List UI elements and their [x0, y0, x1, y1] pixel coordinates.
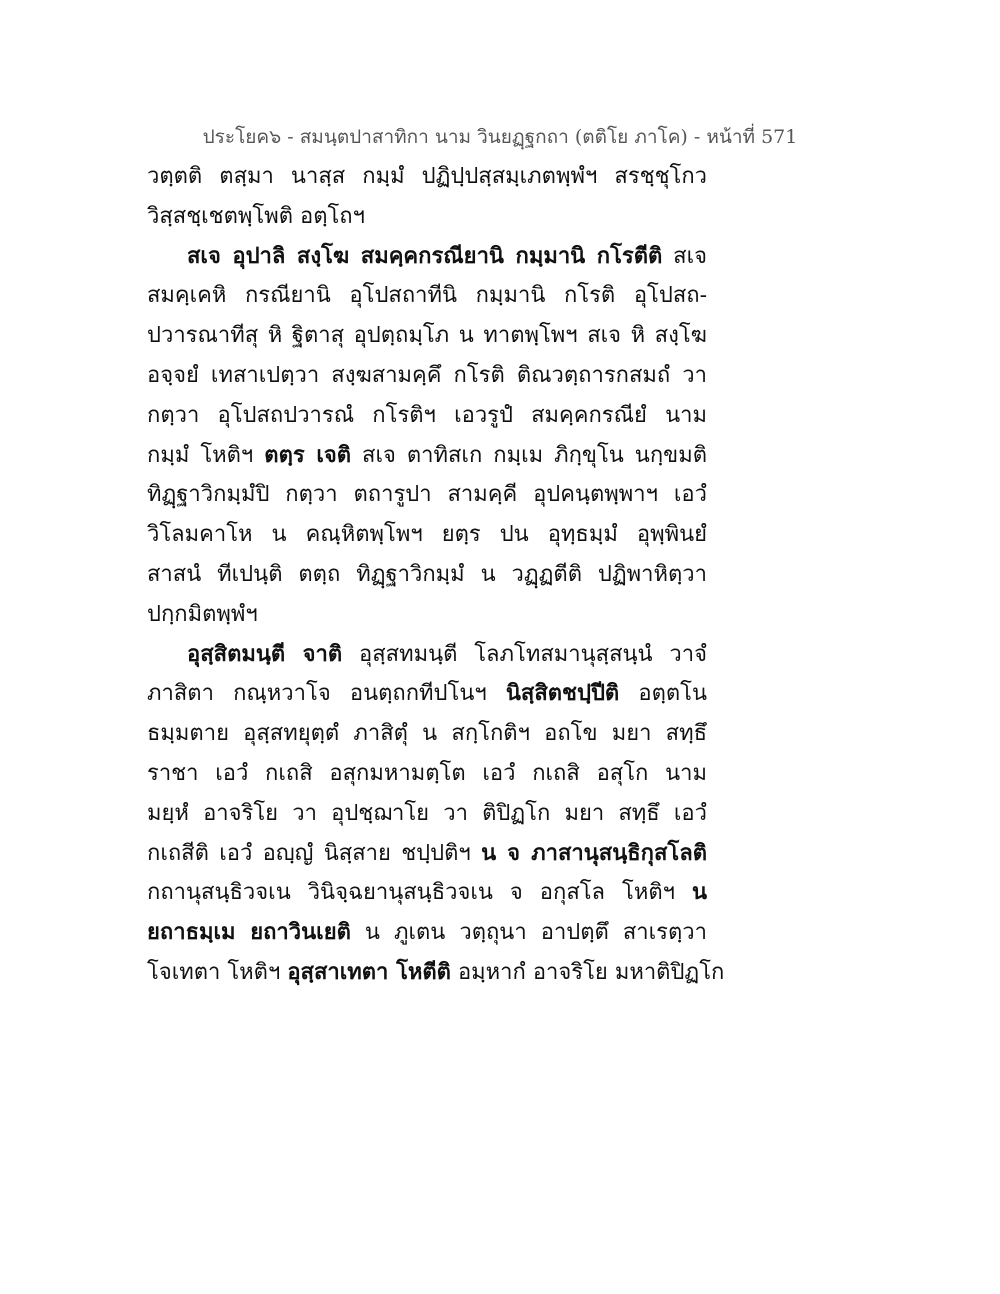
bold-term: สเจ อุปาลิ สงฺโฆ สมคฺคกรณียานิ กมฺมานิ กโรตีติ	[187, 242, 663, 269]
text-line	[147, 595, 707, 635]
text-segment: ปวารณาทีสุ หิ ฐิตาสุ อุปตฺถมฺโภ น ทาตพฺโพฯ สเจ หิ สงฺโฆ	[147, 323, 707, 349]
bold-term: ตตฺร เจติ	[264, 441, 352, 468]
text-line	[147, 714, 707, 754]
text-segment: วตฺตติ ตสฺมา นาสฺส กมฺมํ ปฏิปฺปสฺสมฺเภตพฺพํฯ สรชฺชุโกว	[147, 164, 707, 189]
text-line	[147, 316, 707, 356]
text-line	[147, 674, 707, 714]
bold-term: อุสฺสาเทตา โหตีติ	[287, 958, 451, 985]
text-segment: โจเทตา โหติฯ	[147, 959, 288, 985]
bold-term: น จ ภาสานุสนฺธิกุสโลติ	[481, 839, 707, 866]
text-segment: มยฺหํ อาจริโย วา อุปชฺฌาโย วา ติปิฏโก มยา สทฺธึ เอวํ	[147, 800, 707, 826]
text-line	[147, 157, 707, 197]
body-text	[147, 157, 725, 993]
text-line	[147, 873, 707, 913]
text-segment: ภาสิตา กณฺหวาโจ อนตฺถกทีปโนฯ	[147, 681, 506, 707]
bold-term: ยถาธมฺเม ยถาวินเยติ	[147, 919, 351, 946]
text-line	[147, 436, 707, 476]
text-line	[147, 794, 707, 834]
text-segment: สเจ	[662, 243, 707, 269]
text-segment: กถานุสนฺธิวจเน วินิจฺฉยานุสนฺธิวจเน จ อกุสโล โหติฯ	[147, 880, 692, 906]
text-segment: ธมฺมตาย อุสฺสทยุตฺตํ ภาสิตุํ น สกฺโกติฯ อถโข มยา สทฺธึ	[147, 721, 707, 747]
text-segment: อมฺหากํ อาจริโย มหาติปิฏโก	[450, 959, 725, 985]
text-line	[147, 197, 707, 237]
text-line	[147, 754, 707, 794]
bold-term: น	[691, 879, 707, 906]
text-line	[147, 515, 707, 555]
text-segment: สเจ ตาทิสเก กมฺเม ภิกฺขุโน นกฺขมติ	[351, 442, 707, 468]
text-segment: อจฺจยํ เทสาเปตฺวา สงฺฆสามคฺคึ กโรติ ติณวตฺถารกสมถํ วา	[147, 362, 707, 388]
text-segment: วิโลมคาโห น คณฺหิตพฺโพฯ ยตฺร ปน อุทฺธมฺมํ อุพฺพินยํ	[147, 522, 707, 548]
text-segment: กมฺมํ โหติฯ	[147, 442, 265, 468]
bold-term: นิสฺสิตชปฺปีติ	[505, 680, 620, 707]
text-line	[147, 356, 707, 396]
text-segment: ปกฺกมิตพฺพํฯ	[147, 601, 258, 627]
text-line	[147, 834, 707, 874]
text-segment: อุสฺสทมนฺตี โลภโทสมานุสฺสนฺนํ วาจํ	[342, 641, 708, 667]
page-header: ประโยค๖ - สมนฺตปาสาทิกา นาม วินยฏฺฐกถา (ตติโย ภาโค) - หน้าที่ 571	[202, 126, 798, 148]
text-segment: ราชา เอวํ กเถสิ อสุกมหามตฺโต เอวํ กเถสิ อสุโก นาม	[147, 760, 707, 786]
text-segment: กเถสีติ เอวํ อญฺญํ นิสฺสาย ชปฺปติฯ	[147, 840, 482, 866]
text-segment: ทิฏฺฐาวิกมฺมํปิ กตฺวา ตถารูปา สามคฺคี อุปคนฺตพฺพาฯ เอวํ	[147, 482, 707, 508]
text-segment: อตฺตโน	[619, 681, 708, 707]
text-line	[147, 555, 707, 595]
text-segment: สมคฺเคหิ กรณียานิ อุโปสถาทีนิ กมฺมานิ กโรติ อุโปสถ-	[147, 283, 707, 309]
bold-term: อุสฺสิตมนฺตี จาติ	[187, 640, 343, 667]
text-line	[147, 953, 725, 993]
text-line	[147, 237, 707, 277]
text-line	[147, 635, 707, 675]
text-line	[147, 475, 707, 515]
text-segment: กตฺวา อุโปสถปวารณํ กโรติฯ เอวรูปํ สมคฺคกรณียํ นาม	[147, 402, 707, 428]
text-line	[147, 913, 707, 953]
text-segment: น ภูเตน วตฺถุนา อาปตฺตึ สาเรตฺวา	[350, 920, 707, 946]
text-segment: วิสฺสชฺเชตพฺโพติ อตฺโถฯ	[147, 203, 365, 229]
text-line	[147, 396, 707, 436]
text-line	[147, 276, 707, 316]
text-segment: สาสนํ ทีเปนฺติ ตตฺถ ทิฏฺฐาวิกมฺมํ น วฏฺฏตีติ ปฏิพาหิตฺวา	[147, 561, 707, 587]
